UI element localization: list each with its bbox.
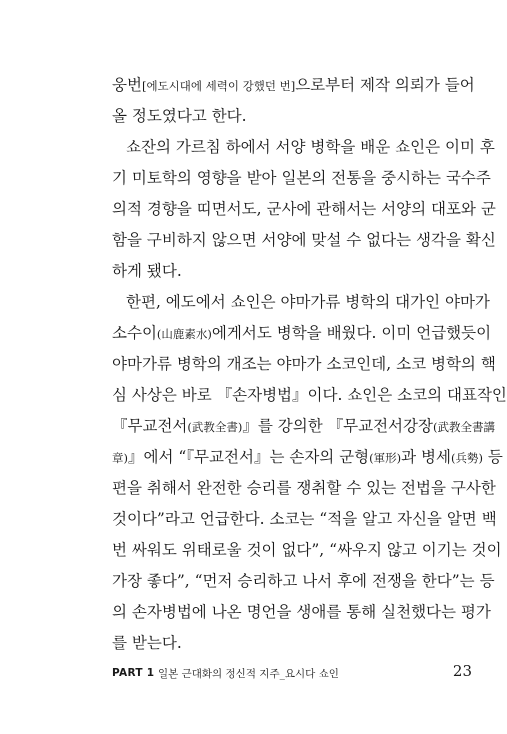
text-line: 소수이(山鹿素水)에게서도 병학을 배웠다. 이미 언급했듯이 bbox=[112, 324, 492, 342]
text-line: 한편, 에도에서 쇼인은 야마가류 병학의 대가인 야마가 bbox=[126, 293, 490, 311]
text-line: 를 받는다. bbox=[112, 634, 182, 652]
text-line: 편을 취해서 완전한 승리를 쟁취할 수 있는 전법을 구사한 bbox=[112, 479, 496, 497]
text-line: 의 손자병법에 나온 명언을 생애를 통해 실천했다는 평가 bbox=[112, 603, 491, 621]
text-line: 『무교전서(武教全書)』를 강의한 『무교전서강장(武教全書講 bbox=[112, 417, 495, 435]
text-line: 쇼잔의 가르침 하에서 서양 병학을 배운 쇼인은 이미 후 bbox=[126, 138, 495, 156]
text-line: 의적 경향을 띠면서도, 군사에 관해서는 서양의 대포와 군 bbox=[112, 200, 496, 218]
text-line: 야마가류 병학의 개조는 야마가 소코인데, 소코 병학의 핵 bbox=[112, 355, 496, 373]
text-line: 하게 됐다. bbox=[112, 262, 182, 280]
part-label: PART 1 bbox=[112, 667, 155, 679]
text-line: 것이다”라고 언급한다. 소코는 “적을 알고 자신을 알면 백 bbox=[112, 510, 497, 528]
text-line: 올 정도였다고 한다. bbox=[112, 107, 247, 125]
text-line: 웅번[에도시대에 세력이 강했던 번]으로부터 제작 의뢰가 들어 bbox=[112, 76, 475, 94]
text-line: 章)』에서 “『무교전서』는 손자의 군형(軍形)과 병세(兵勢) 등 bbox=[112, 448, 503, 466]
text-line: 기 미토학의 영향을 받아 일본의 전통을 중시하는 국수주 bbox=[112, 169, 491, 187]
text-line: 함을 구비하지 않으면 서양에 맞설 수 없다는 생각을 확신 bbox=[112, 231, 496, 249]
text-line: 심 사상은 바로 『손자병법』이다. 쇼인은 소코의 대표작인 bbox=[112, 386, 507, 404]
page-footer bbox=[112, 662, 472, 686]
page-number: 23 bbox=[452, 662, 472, 680]
body-text bbox=[112, 70, 507, 659]
chapter-title: 일본 근대화의 정신적 지주_요시다 쇼인 bbox=[158, 668, 339, 680]
text-line: 가장 좋다”, “먼저 승리하고 나서 후에 전쟁을 한다”는 등 bbox=[112, 572, 495, 590]
text-line: 번 싸워도 위태로울 것이 없다”, “싸우지 않고 이기는 것이 bbox=[112, 541, 502, 559]
